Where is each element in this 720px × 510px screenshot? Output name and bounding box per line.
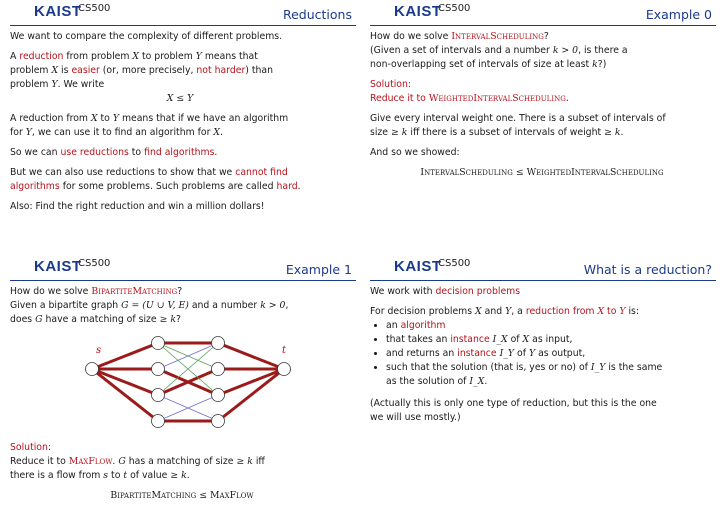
paragraph: A reduction from problem X to problem Y means that problem X is easier (or, more precisely, not harder) than problem Y. We write X ≤ Y	[10, 50, 354, 106]
graph-edge	[218, 343, 284, 369]
result-statement: IntervalScheduling ≤ WeightedIntervalScheduling	[420, 167, 664, 178]
paragraph: Solution: Reduce it to MaxFlow. G has a matching of size ≥ k iff there is a flow from s to t of value ≥ k.	[10, 442, 265, 481]
course-code: CS500	[438, 3, 471, 14]
header-divider	[370, 25, 716, 26]
course-code: CS500	[78, 258, 111, 269]
slide-header	[366, 0, 716, 26]
source-label: s	[96, 345, 102, 356]
graph-edge	[92, 369, 158, 395]
flow-network-diagram	[60, 329, 320, 437]
paragraph: Give every interval weight one. There is a subset of intervals of size ≥ k iff there is a subset of intervals of weight ≥ k.	[370, 113, 666, 138]
formula: X ≤ Y	[166, 93, 194, 104]
graph-node	[212, 337, 225, 350]
slide-header	[366, 255, 716, 281]
list-item: • that takes an instance I_X of X as input,	[386, 333, 714, 347]
graph-node	[212, 415, 225, 428]
header-divider	[10, 25, 356, 26]
slide-title: What is a reduction?	[583, 262, 712, 277]
graph-edge	[92, 369, 158, 421]
slide-title: Example 1	[285, 262, 352, 277]
slide-example-1	[6, 255, 356, 500]
paragraph: A reduction from X to Y means that if we have an algorithm for Y, we can use it to find an algorithm for X.	[10, 113, 289, 138]
header-divider	[370, 280, 716, 281]
graph-node	[212, 389, 225, 402]
list-item: • such that the solution (that is, yes or no) of I_Y is the same as the solution of I_X.	[386, 361, 714, 389]
paragraph: And so we showed:	[370, 147, 460, 158]
paragraph: We want to compare the complexity of different problems.	[10, 31, 283, 42]
graph-node	[86, 363, 99, 376]
kaist-logo: KAIST	[34, 3, 82, 20]
slide-body	[370, 285, 714, 431]
list-item: • and returns an instance I_Y of Y as output,	[386, 347, 714, 361]
slide-reductions	[6, 0, 356, 245]
slide-what-is-reduction	[366, 255, 716, 500]
paragraph: How do we solve BipartiteMatching? Given a bipartite graph G = (U ∪ V, E) and a number k > 0, does G have a matching of size ≥ k?	[10, 286, 289, 325]
paragraph: We work with decision problems	[370, 286, 521, 297]
slide-body	[10, 30, 354, 220]
graph-node	[152, 363, 165, 376]
paragraph: But we can also use reductions to show that we cannot find algorithms for some problems. Such problems are called hard.	[10, 167, 301, 192]
sink-label: t	[282, 345, 287, 356]
header-divider	[10, 280, 356, 281]
kaist-logo: KAIST	[394, 258, 442, 275]
graph-node	[152, 337, 165, 350]
kaist-logo: KAIST	[34, 258, 82, 275]
list-item: • an algorithm	[386, 319, 714, 333]
slide-title: Example 0	[645, 7, 712, 22]
paragraph: (Actually this is only one type of reduction, but this is the one we will use mostly.)	[370, 398, 657, 423]
course-code: CS500	[78, 3, 111, 14]
graph-edge	[218, 369, 284, 421]
graph-edge	[218, 369, 284, 395]
paragraph: How do we solve IntervalScheduling? (Given a set of intervals and a number k > 0, is there a non-overlapping set of intervals of size at least k?)	[370, 31, 628, 70]
graph-node	[152, 415, 165, 428]
slide-example-0	[366, 0, 716, 245]
graph-node	[152, 389, 165, 402]
kaist-logo: KAIST	[394, 3, 442, 20]
slide-header	[6, 0, 356, 26]
paragraph: For decision problems X and Y, a reduction from X to Y is:	[370, 306, 640, 317]
course-code: CS500	[438, 258, 471, 269]
paragraph: Also: Find the right reduction and win a million dollars!	[10, 201, 265, 212]
result-statement: BipartiteMatching ≤ MaxFlow	[110, 490, 254, 500]
graph-node	[212, 363, 225, 376]
paragraph: So we can use reductions to find algorithms.	[10, 147, 218, 158]
slide-title: Reductions	[282, 7, 352, 22]
slide-body	[370, 30, 714, 186]
graph-edge	[92, 343, 158, 369]
definition-list	[370, 319, 714, 389]
slide-body	[10, 285, 354, 500]
slide-header	[6, 255, 356, 281]
graph-node	[278, 363, 291, 376]
paragraph: Solution: Reduce it to WeightedIntervalScheduling.	[370, 79, 569, 104]
